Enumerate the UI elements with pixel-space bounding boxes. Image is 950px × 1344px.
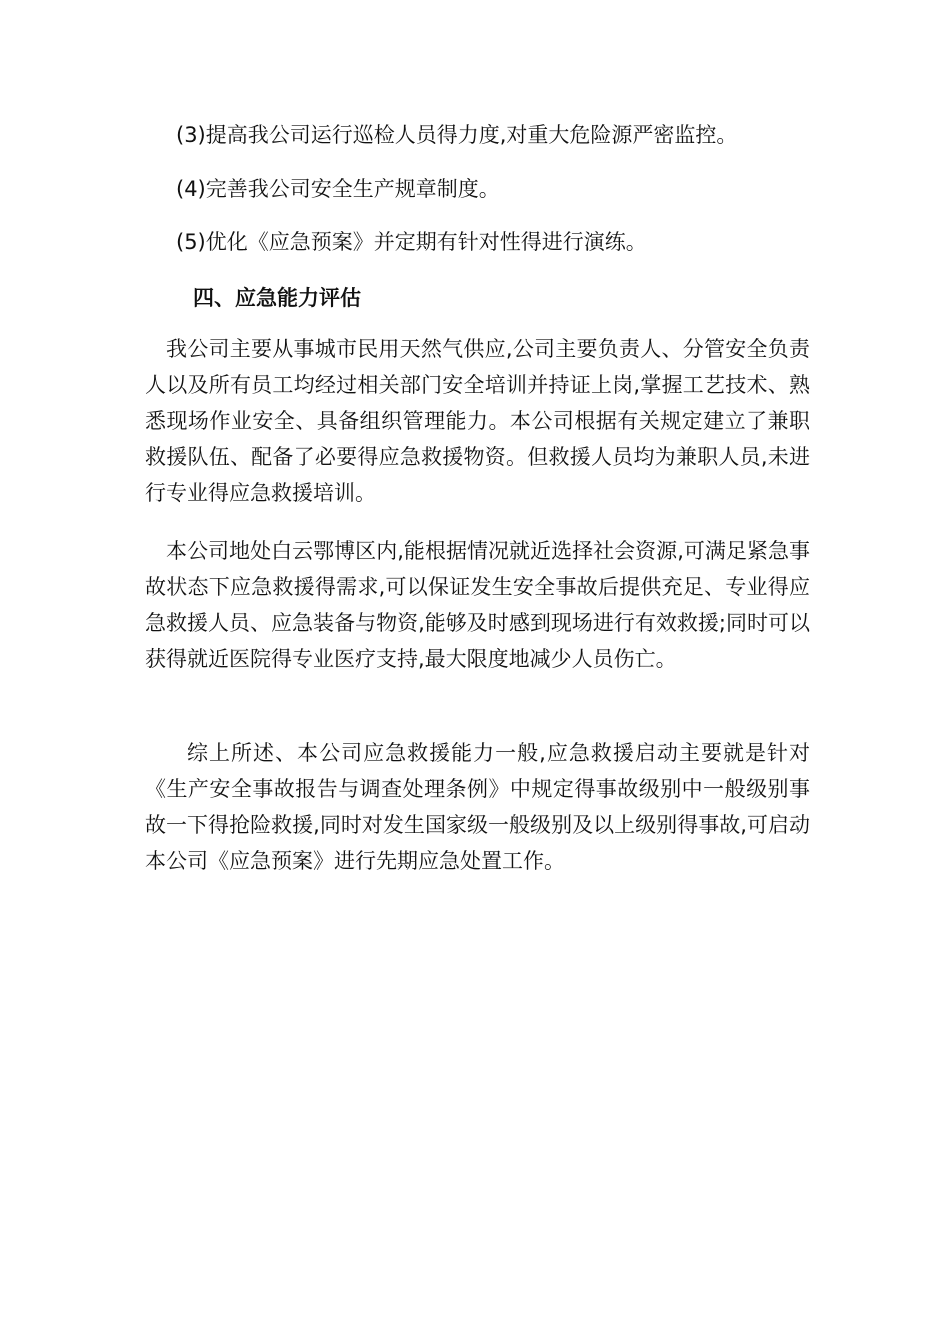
list-item-3: (3)提高我公司运行巡检人员得力度,对重大危险源严密监控。 (176, 123, 738, 147)
paragraph-resources: 本公司地处白云鄂博区内,能根据情况就近选择社会资源,可满足紧急事故状态下应急救援得需求,可以保证发生安全事故后提供充足、专业得应急救援人员、应急装备与物资,能够及时感到现场进行有效救援;同时可以获得就近医院得专业医疗支持,最大限度地减少人员伤亡。 (145, 539, 810, 671)
section-heading: 四、应急能力评估 (193, 286, 361, 310)
list-item-4: (4)完善我公司安全生产规章制度。 (176, 177, 500, 201)
paragraph-summary: 综上所述、本公司应急救援能力一般,应急救援启动主要就是针对《生产安全事故报告与调查处理条例》中规定得事故级别中一般级别事故一下得抢险救援,同时对发生国家级一般级别及以上级别得事故,可启动本公司《应急预案》进行先期应急处置工作。 (145, 741, 810, 873)
list-item-5: (5)优化《应急预案》并定期有针对性得进行演练。 (176, 230, 647, 254)
paragraph-capability: 我公司主要从事城市民用天然气供应,公司主要负责人、分管安全负责人以及所有员工均经过相关部门安全培训并持证上岗,掌握工艺技术、熟悉现场作业安全、具备组织管理能力。本公司根据有关规定建立了兼职救援队伍、配备了必要得应急救援物资。但救援人员均为兼职人员,未进行专业得应急救援培训。 (145, 337, 810, 505)
